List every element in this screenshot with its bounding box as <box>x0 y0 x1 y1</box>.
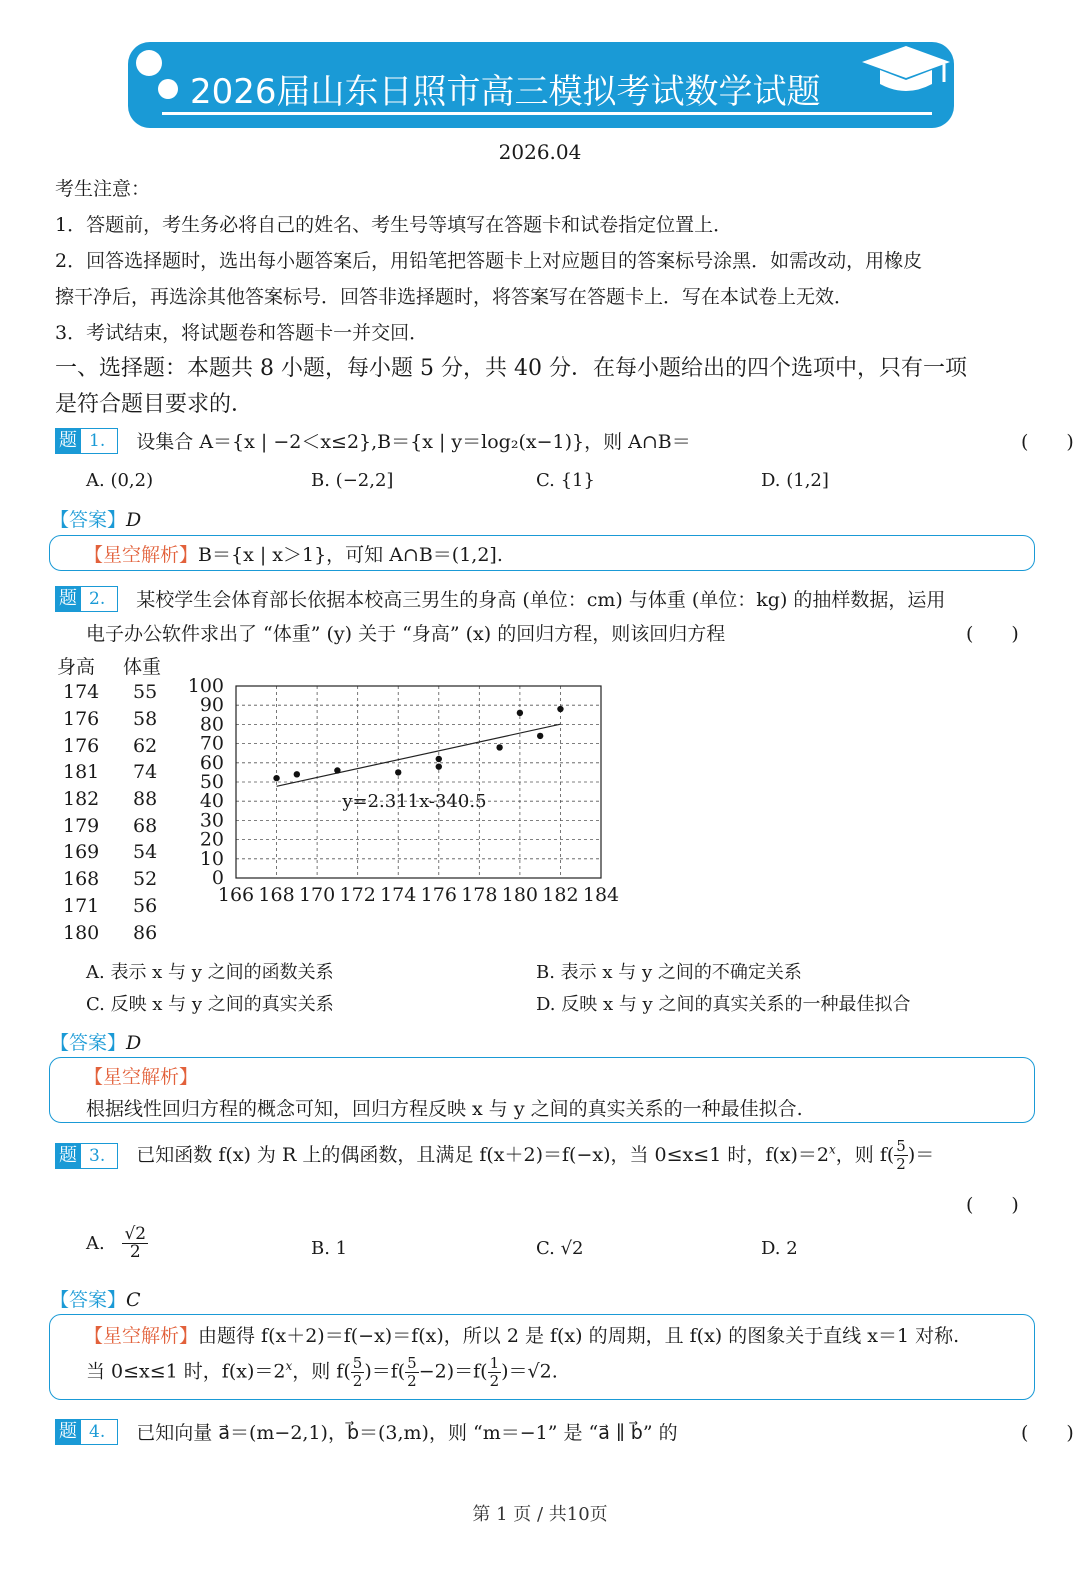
page-footer: 第 1 页 / 共10页 <box>472 1504 608 1525</box>
y-tick-label: 90 <box>199 694 224 717</box>
y-tick-label: 40 <box>199 790 224 813</box>
option-b: B. (−2,2] <box>311 470 394 491</box>
question-badge: 题 2. <box>55 586 118 612</box>
analysis-box <box>49 1057 1035 1123</box>
answer-paren: ( ) <box>966 1194 1019 1216</box>
x-tick-label: 166 <box>217 884 255 906</box>
analysis-text: 根据线性回归方程的概念可知，回归方程反映 x 与 y 之间的真实关系的一种最佳拟合. <box>86 1098 803 1120</box>
option-a: A. (0,2) <box>86 470 154 491</box>
table-row: 176 58 <box>63 708 158 731</box>
question-badge: 题 3. <box>55 1143 118 1169</box>
analysis-text: 当 0≤x≤1 时，$f(x)=2^x$，则 f( $\frac{5}{2}$ )＝f( $\frac{5}{2}$ −2)＝f( $\frac{1}{2}$ )＝√2. <box>86 1354 558 1390</box>
section-heading: 一、选择题：本题共 8 小题，每小题 5 分，共 40 分．在每小题给出的四个选项中，只有一项 <box>55 356 967 381</box>
table-row: 176 62 <box>63 734 158 757</box>
table-header: 体重 <box>123 656 162 678</box>
option-c: C. 反映 x 与 y 之间的真实关系 <box>86 994 334 1015</box>
data-point <box>273 775 279 781</box>
x-tick-label: 170 <box>298 884 336 906</box>
table-row: 182 88 <box>63 788 158 811</box>
data-point <box>436 756 442 762</box>
x-tick-label: 180 <box>501 884 539 906</box>
y-tick-label: 10 <box>199 847 224 870</box>
table-row: 180 86 <box>63 921 158 944</box>
notice-item: 1．答题前，考生务必将自己的姓名、考生号等填写在答题卡和试卷指定位置上． <box>55 214 733 236</box>
analysis-box <box>49 535 1035 571</box>
data-point <box>294 771 300 777</box>
section-heading: 是符合题目要求的． <box>55 392 254 417</box>
table-row: 179 68 <box>63 814 158 837</box>
analysis-box <box>49 1314 1035 1400</box>
title-banner <box>128 42 954 128</box>
answer-paren: ( ) <box>966 623 1019 645</box>
data-table <box>57 652 161 946</box>
option-a: A. 表示 x 与 y 之间的函数关系 <box>86 962 334 983</box>
answer-line: 【答案】D <box>50 509 142 531</box>
question-1 <box>55 427 1074 455</box>
data-point <box>537 733 543 739</box>
y-tick-label: 30 <box>199 809 224 832</box>
data-point <box>496 744 502 750</box>
x-tick-label: 182 <box>542 884 579 906</box>
analysis-label: 【星空解析】 <box>84 1325 199 1347</box>
question-badge: 题 1. <box>55 428 118 454</box>
question-badge: 题 4. <box>55 1419 118 1445</box>
x-tick-label: 174 <box>380 884 417 906</box>
notice-item: 2．回答选择题时，选出每小题答案后，用铅笔把答题卡上对应题目的答案标号涂黑．如需改动，用橡皮 <box>55 250 923 272</box>
answer-paren: ( ) <box>1021 431 1074 453</box>
scatter-chart <box>180 672 630 912</box>
data-point <box>436 763 442 769</box>
option-b: B. 表示 x 与 y 之间的不确定关系 <box>536 962 802 983</box>
regression-line <box>277 724 561 786</box>
question-stem: 设集合 A＝{x | −2＜x≤2},B＝{x | y＝log₂(x−1)}，则 A∩B＝ <box>136 431 691 453</box>
banner-dot <box>136 50 162 76</box>
x-tick-label: 168 <box>258 884 295 906</box>
question-stem: 电子办公软件求出了 “体重” (y) 关于 “身高” (x) 的回归方程，则该回归方程 ( ) <box>86 619 1055 646</box>
x-tick-label: 176 <box>420 884 457 906</box>
y-tick-label: 20 <box>199 828 224 851</box>
y-tick-label: 0 <box>211 867 224 889</box>
analysis-label: 【星空解析】 <box>84 544 199 566</box>
question-2 <box>55 585 1055 613</box>
x-tick-label: 178 <box>461 884 498 906</box>
y-tick-label: 80 <box>199 713 224 736</box>
data-point <box>334 767 340 773</box>
answer-line: 【答案】C <box>50 1289 141 1311</box>
question-4 <box>55 1418 1074 1446</box>
question-stem: 某校学生会体育部长依据本校高三男生的身高 (单位：cm) 与体重 (单位：kg) 的抽样数据，运用 <box>136 589 946 611</box>
notice-item: 擦干净后，再选涂其他答案标号．回答非选择题时，将答案写在答题卡上．写在本试卷上无效． <box>55 286 854 308</box>
option-b: B. 1 <box>311 1238 348 1259</box>
option-a: A. $\frac{√2}{2}$ <box>86 1224 147 1262</box>
y-tick-label: 60 <box>199 751 224 774</box>
question-3 <box>55 1138 1055 1182</box>
y-tick-label: 100 <box>187 675 224 697</box>
table-row: 168 52 <box>63 868 158 891</box>
option-d: D. 反映 x 与 y 之间的真实关系的一种最佳拟合 <box>536 994 911 1015</box>
analysis-text: B＝{x | x＞1}，可知 A∩B＝(1,2]. <box>198 544 503 566</box>
analysis-text: 由题得 f(x＋2)＝f(−x)＝f(x)，所以 2 是 f(x) 的周期，且 f(x) 的图象关于直线 x＝1 对称. <box>198 1325 960 1347</box>
option-d: D. 2 <box>761 1238 798 1259</box>
table-row: 181 74 <box>63 761 158 784</box>
y-tick-label: 50 <box>199 771 224 793</box>
table-row: 174 55 <box>63 681 158 704</box>
option-c: C. √2 <box>536 1238 584 1259</box>
banner-dot <box>158 79 178 99</box>
option-d: D. (1,2] <box>761 470 829 491</box>
y-tick-label: 70 <box>199 732 224 755</box>
question-stem: 已知向量 a⃗＝(m−2,1)，b⃗＝(3,m)，则 “m＝−1” 是 “a⃗ ∥ b⃗” 的 <box>136 1422 678 1444</box>
x-tick-label: 184 <box>582 884 620 906</box>
x-tick-label: 172 <box>339 884 376 906</box>
data-point <box>395 769 401 775</box>
regression-label: y=2.311x-340.5 <box>342 791 487 813</box>
notice-heading: 考生注意： <box>55 178 151 200</box>
option-c: C. {1} <box>536 470 595 491</box>
analysis-label: 【星空解析】 <box>84 1066 199 1088</box>
notice-item: 3．考试结束，将试题卷和答题卡一并交回． <box>55 322 429 344</box>
data-point <box>517 710 523 716</box>
table-row: 169 54 <box>63 841 158 864</box>
page-title: 2026届山东日照市高三模拟考试数学试题 <box>190 72 821 112</box>
banner-underline <box>162 112 932 115</box>
question-stem: 已知函数 f(x) 为 R 上的偶函数，且满足 f(x＋2)＝f(−x)，当 0≤x≤1 时，$f(x)=2^x$，则 f( $\frac{5}{2}$ )＝ <box>136 1137 935 1173</box>
answer-line: 【答案】D <box>50 1032 142 1054</box>
table-header: 身高 <box>57 656 96 678</box>
data-point <box>557 706 563 712</box>
table-row: 171 56 <box>63 894 158 917</box>
graduation-cap-icon <box>858 38 954 108</box>
answer-paren: ( ) <box>1021 1422 1074 1444</box>
exam-date: 2026.04 <box>498 140 582 164</box>
